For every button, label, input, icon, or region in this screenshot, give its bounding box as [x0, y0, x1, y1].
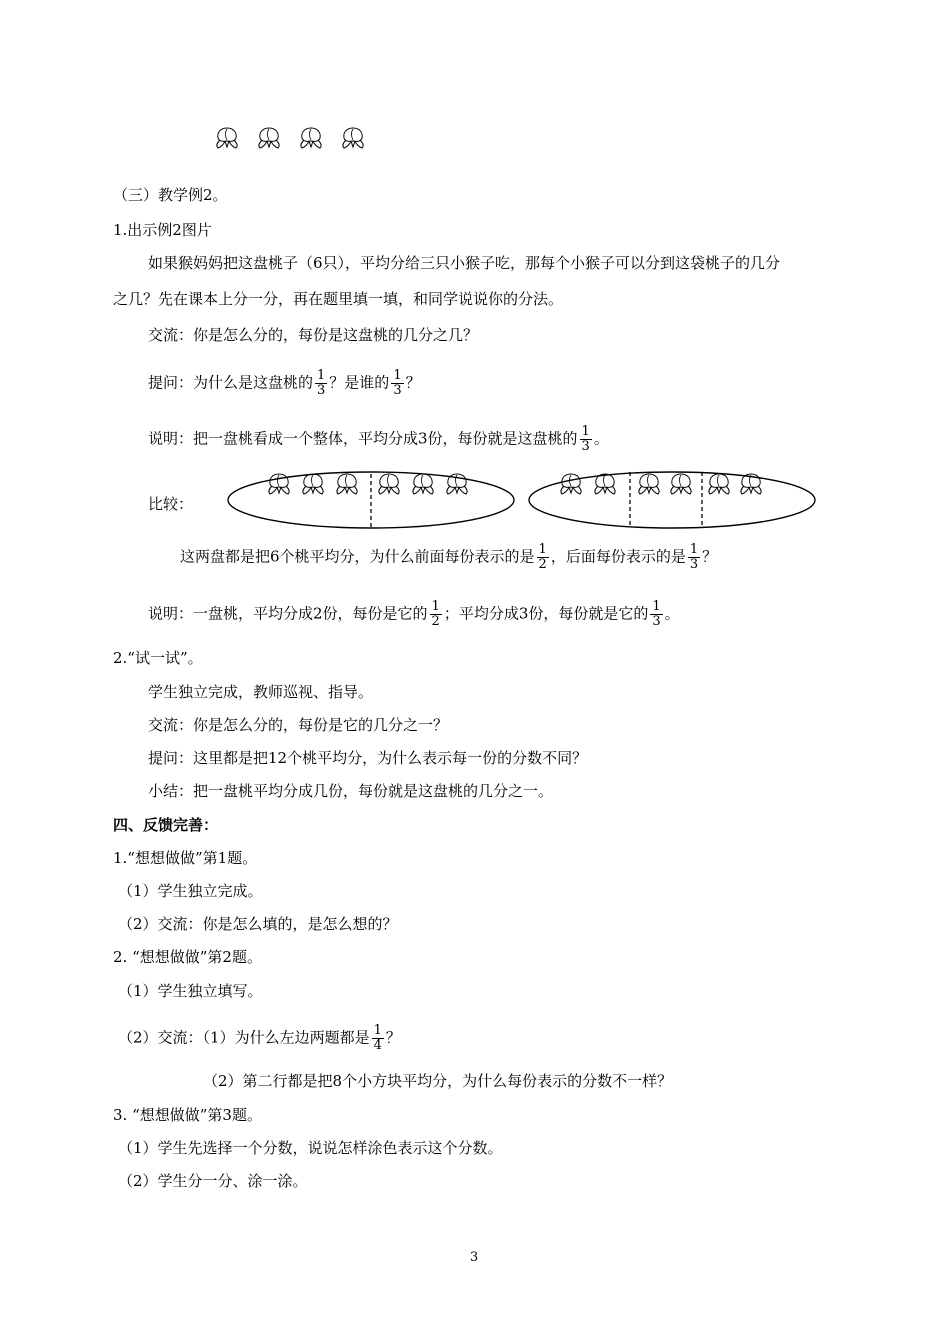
peach-icon: [256, 126, 282, 150]
denominator: 3: [317, 383, 326, 398]
list-item: （1）学生先选择一个分数，说说怎样涂色表示这个分数。: [118, 1139, 503, 1157]
text: 提问：为什么是这盘桃的: [148, 373, 314, 392]
text: 说明：把一盘桃看成一个整体，平均分成3份，每份就是这盘桃的: [148, 429, 578, 448]
comparison-question: [180, 543, 717, 572]
text: 。: [664, 604, 680, 623]
peach-icon: [340, 126, 366, 150]
numerator: 1: [393, 368, 402, 383]
denominator: 3: [652, 614, 661, 629]
peach-drawing: [410, 472, 436, 496]
denominator: 3: [689, 557, 699, 572]
paragraph-line: 提问：这里都是把12个桃平均分，为什么表示每一份的分数不同？: [148, 749, 588, 767]
paragraph-line: 如果猴妈妈把这盘桃子（6只），平均分给三只小猴子吃，那每个小猴子可以分到这袋桃子的几分: [148, 254, 781, 272]
denominator: 3: [393, 383, 402, 398]
numerator: 1: [581, 424, 590, 439]
denominator: 2: [538, 557, 547, 572]
list-item: （2）交流：你是怎么填的，是怎么想的？: [118, 915, 398, 933]
text: 。: [593, 429, 609, 448]
peach-icon: [376, 472, 402, 496]
peach-icon: [706, 472, 732, 496]
denominator: 4: [373, 1038, 382, 1053]
numerator: 1: [317, 368, 326, 383]
peach-drawing: [706, 472, 732, 496]
peach-drawing: [300, 472, 326, 496]
peach-drawing: [298, 126, 324, 150]
peach-icon: [668, 472, 694, 496]
fraction-one-quarter: [372, 1024, 384, 1053]
question-line: [148, 369, 421, 398]
peach-icon: [636, 472, 662, 496]
fraction-one-third: [315, 369, 327, 398]
peach-drawing: [256, 126, 282, 150]
denominator: 2: [431, 614, 440, 629]
step-heading: 2. “想想做做”第2题。: [113, 948, 262, 966]
peach-drawing: [636, 472, 662, 496]
numerator: 1: [373, 1023, 382, 1038]
step-heading: 1.出示例2图片: [113, 221, 212, 239]
fraction-one-half: [537, 543, 549, 572]
paragraph-line: 交流：你是怎么分的，每份是它的几分之一？: [148, 716, 449, 734]
numerator: 1: [431, 599, 440, 614]
compare-label: 比较：: [148, 495, 194, 513]
text: ，后面每份表示的是: [550, 547, 686, 566]
text: ？: [385, 1028, 401, 1047]
denominator: 3: [581, 439, 590, 454]
peach-drawing: [340, 126, 366, 150]
step-heading: 3. “想想做做”第3题。: [113, 1106, 262, 1124]
peach-drawing: [558, 472, 584, 496]
fraction-one-third: [650, 600, 662, 629]
fraction-one-third: [580, 425, 592, 454]
peach-drawing: [738, 472, 764, 496]
numerator: 1: [689, 542, 699, 557]
peach-icon: [444, 472, 470, 496]
peach-drawing: [266, 472, 292, 496]
peach-icon: [592, 472, 618, 496]
fraction-one-third: [391, 369, 403, 398]
text: ；平均分成3份，每份就是它的: [443, 604, 649, 623]
paragraph-line: 小结：把一盘桃平均分成几份，每份就是这盘桃的几分之一。: [148, 782, 554, 800]
peach-drawing: [376, 472, 402, 496]
text: ？是谁的: [329, 373, 390, 392]
peach-icon: [738, 472, 764, 496]
peach-drawing: [592, 472, 618, 496]
paragraph-line: 之几？先在课本上分一分，再在题里填一填，和同学说说你的分法。: [113, 290, 564, 308]
explanation-line: [148, 600, 680, 629]
peach-drawing: [334, 472, 360, 496]
list-item: （2）第二行都是把8个小方块平均分，为什么每份表示的分数不一样？: [203, 1072, 673, 1090]
paragraph-line: 交流：你是怎么分的，每份是这盘桃的几分之几？: [148, 326, 479, 344]
peach-drawing: [444, 472, 470, 496]
peach-drawing: [668, 472, 694, 496]
peach-icon: [266, 472, 292, 496]
text: （2）交流：（1）为什么左边两题都是: [118, 1028, 370, 1047]
peach-drawing: [214, 126, 240, 150]
fraction-one-third: [688, 543, 700, 572]
text: ？: [405, 373, 421, 392]
numerator: 1: [538, 542, 547, 557]
text: 这两盘都是把6个桃平均分，为什么前面每份表示的是: [180, 547, 535, 566]
explanation-line: [148, 425, 609, 454]
paragraph-line: 学生独立完成，教师巡视、指导。: [148, 683, 374, 701]
peach-icon: [214, 126, 240, 150]
step-heading: 1.“想想做做”第1题。: [113, 849, 258, 867]
section-heading: 四、反馈完善：: [113, 816, 219, 834]
list-item: （1）学生独立填写。: [118, 982, 263, 1000]
fraction-one-half: [430, 600, 442, 629]
section-heading: （三）教学例2。: [113, 186, 228, 204]
list-item: （2）学生分一分、涂一涂。: [118, 1172, 308, 1190]
numerator: 1: [652, 599, 661, 614]
peach-icon: [558, 472, 584, 496]
list-item: （1）学生独立完成。: [118, 882, 263, 900]
peach-icon: [334, 472, 360, 496]
peach-icon: [298, 126, 324, 150]
text: 说明：一盘桃，平均分成2份，每份是它的: [148, 604, 428, 623]
list-item: [118, 1024, 401, 1053]
text: ？: [702, 547, 718, 566]
step-heading: 2.“试一试”。: [113, 649, 203, 667]
peach-icon: [410, 472, 436, 496]
page-number: 3: [470, 1250, 479, 1265]
peach-icon: [300, 472, 326, 496]
